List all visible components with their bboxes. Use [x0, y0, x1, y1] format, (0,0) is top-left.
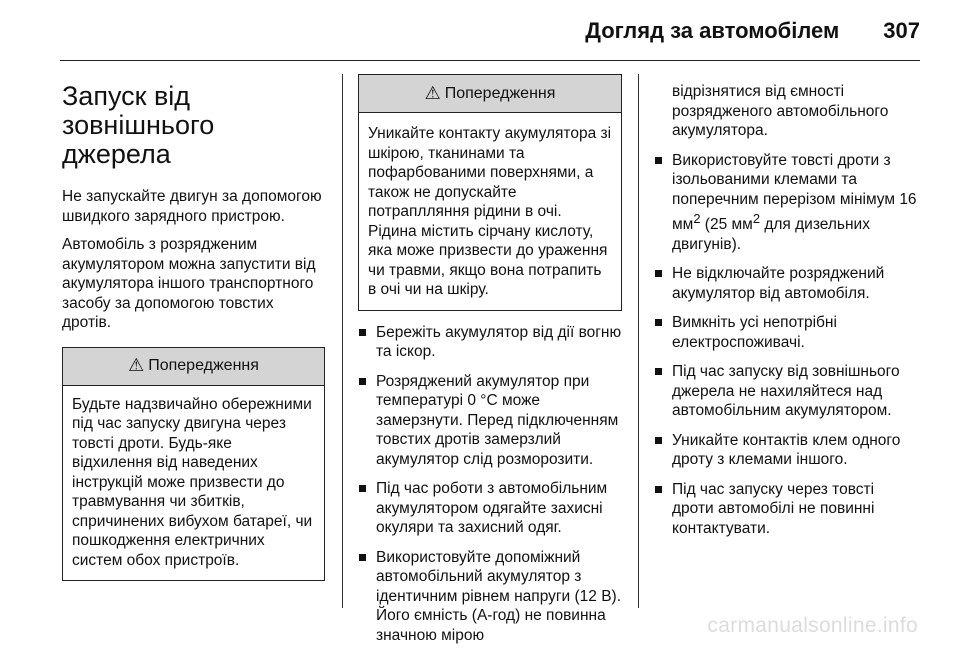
warning-triangle-icon: ⚠ — [424, 82, 441, 103]
list-item: Під час запуску через товсті дроти автомобілі не повинні контактувати. — [654, 480, 918, 539]
warning-box — [358, 74, 622, 311]
description-paragraph: Автомобіль з розрядженим акумулятором можна запустити від акумулятора іншого транспортного засобу за допомогою товстих дротів. — [62, 236, 316, 331]
page-number: 307 — [883, 18, 920, 43]
warning-header — [63, 348, 324, 386]
header-rule — [60, 60, 920, 61]
list-item: Використовуйте товсті дроти з ізольованими клемами та поперечним перерізом мінімум 16 $мм^2$ (25 $мм^2$ для дизельних двигунів). — [654, 151, 918, 255]
warning-box — [62, 347, 325, 582]
warning-heading: Попередження — [148, 357, 259, 375]
warning-triangle-icon: ⚠ — [128, 355, 145, 376]
list-item: Не відключайте розряджений акумулятор від автомобіля. — [654, 264, 918, 303]
column-2 — [358, 74, 622, 655]
bullet-list — [654, 151, 918, 539]
list-item: Вимкніть усі непотрібні електроспоживачі. — [654, 313, 918, 352]
list-item: Уникайте контактів клем одного дроту з клемами іншого. — [654, 431, 918, 470]
watermark: carmanualsonline.info — [707, 614, 918, 637]
column-1 — [62, 74, 325, 593]
warning-heading: Попередження — [444, 84, 556, 102]
column-divider-1 — [342, 74, 343, 608]
continuation-text: відрізнятися від ємності розрядженого автомобільного акумулятора. — [672, 83, 889, 139]
intro-paragraph: Не запускайте двигун за допомогою швидкого зарядного пристрою. — [62, 188, 322, 225]
list-item: Використовуйте допоміжний автомобільний акумулятор з ідентичним рівнем напруги (12 В). Його ємність (А-год) не повинна значною мірою — [358, 548, 622, 646]
warning-text: Уникайте контакту акумулятора зі шкірою, тканинами та пофарбованими поверхнями, а також не допускайте потраплляння рідини в очі. Рідина містить сірчану кислоту, яка може призвести до ураження чи травми, якщо вона потрапить в очі чи на шкіру. — [368, 125, 612, 298]
list-item: Під час роботи з автомобільним акумулятором одягайте захисні окуляри та захисний одяг. — [358, 479, 622, 538]
warning-header — [359, 75, 621, 113]
section-header-title: Догляд за автомобілем — [585, 18, 840, 43]
list-item: Під час запуску від зовнішнього джерела не нахиляйтеся над автомобільним акумулятором. — [654, 362, 918, 421]
running-head — [585, 18, 920, 44]
warning-text: Будьте надзвичайно обережними під час запуску двигуна через товсті дроти. Будь-яке відхилення від наведених інструкцій може призвести до травмування чи збитків, спричинених вибухом батареї, чи пошкодження електричних систем обох пристроїв. — [72, 395, 313, 569]
section-title: Запуск від зовнішнього джерела — [62, 81, 215, 169]
list-item: Розряджений акумулятор при температурі 0 °C може замерзнути. Перед підключенням товстих дротів замерзлий акумулятор слід розморозити. — [358, 372, 622, 470]
column-divider-2 — [638, 74, 639, 608]
list-item: Бережіть акумулятор від дії вогню та іскор. — [358, 323, 622, 362]
bullet-list — [358, 323, 622, 646]
column-3 — [654, 82, 918, 548]
